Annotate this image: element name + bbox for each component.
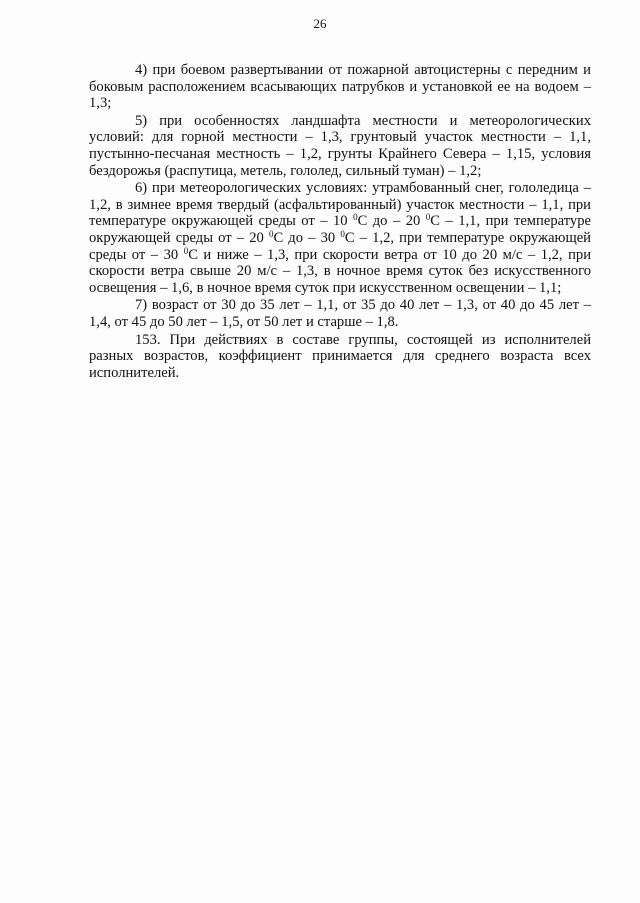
- paragraph-item-4: [89, 62, 591, 112]
- paragraph-text: С и ниже – 1,3, при скорости ветра от 10 до 20 м/с – 1,2, при скорости ветра свыше 20 м/с – 1,3, в ночное время суток без искусственного освещения – 1,6, в ночное время суток при искусственном освещении – 1,1;: [89, 246, 592, 296]
- paragraph-clause-153: [89, 332, 591, 382]
- paragraph-text: С – 1,1, при температуре окружающей среды от – 20: [89, 213, 591, 246]
- degree-sign: 0: [425, 212, 431, 223]
- paragraph-item-6: [89, 180, 591, 296]
- degree-sign: 0: [353, 212, 358, 223]
- paragraph-text: 6) при метеорологических условиях: утрамбованный снег, гололедица – 1,2, в зимнее время твердый (асфальтированный) участок местности – 1,1, при температуре окружающей среды от – 10: [89, 180, 591, 230]
- paragraph-item-5: [89, 113, 591, 179]
- paragraph-text: 4) при боевом развертывании от пожарной автоцистерны с передним и боковым расположением всасывающих патрубков и установкой ее на водоем – 1,3;: [89, 62, 591, 112]
- document-body: [89, 62, 591, 382]
- paragraph-item-7: [89, 297, 591, 330]
- page-number: 26: [313, 16, 327, 31]
- paragraph-text: С – 1,2, при температуре окружающей среды от – 30: [89, 229, 591, 263]
- paragraph-text: С до – 20: [357, 213, 426, 230]
- paragraph-text: 5) при особенностях ландшафта местности и метеорологических условий: для горной местности – 1,3, грунтовый участок местности – 1,1, пустынно-песчаная местность – 1,2, грунты Крайнего Севера – 1,15, условия бездорожья (распутица, метель, гололед, сильный туман) – 1,2;: [89, 112, 591, 179]
- degree-sign: 0: [340, 228, 345, 239]
- degree-sign: 0: [268, 228, 274, 239]
- degree-sign: 0: [183, 245, 189, 256]
- paragraph-text: 7) возраст от 30 до 35 лет – 1,1, от 35 до 40 лет – 1,3, от 40 до 45 лет – 1,4, от 45 до 50 лет – 1,5, от 50 лет и старше – 1,8.: [89, 297, 591, 330]
- paragraph-text: 153. При действиях в составе группы, состоящей из исполнителей разных возрастов, коэффициент принимается для среднего возраста всех исполнителей.: [89, 331, 591, 381]
- paragraph-text: С до – 30: [273, 229, 341, 246]
